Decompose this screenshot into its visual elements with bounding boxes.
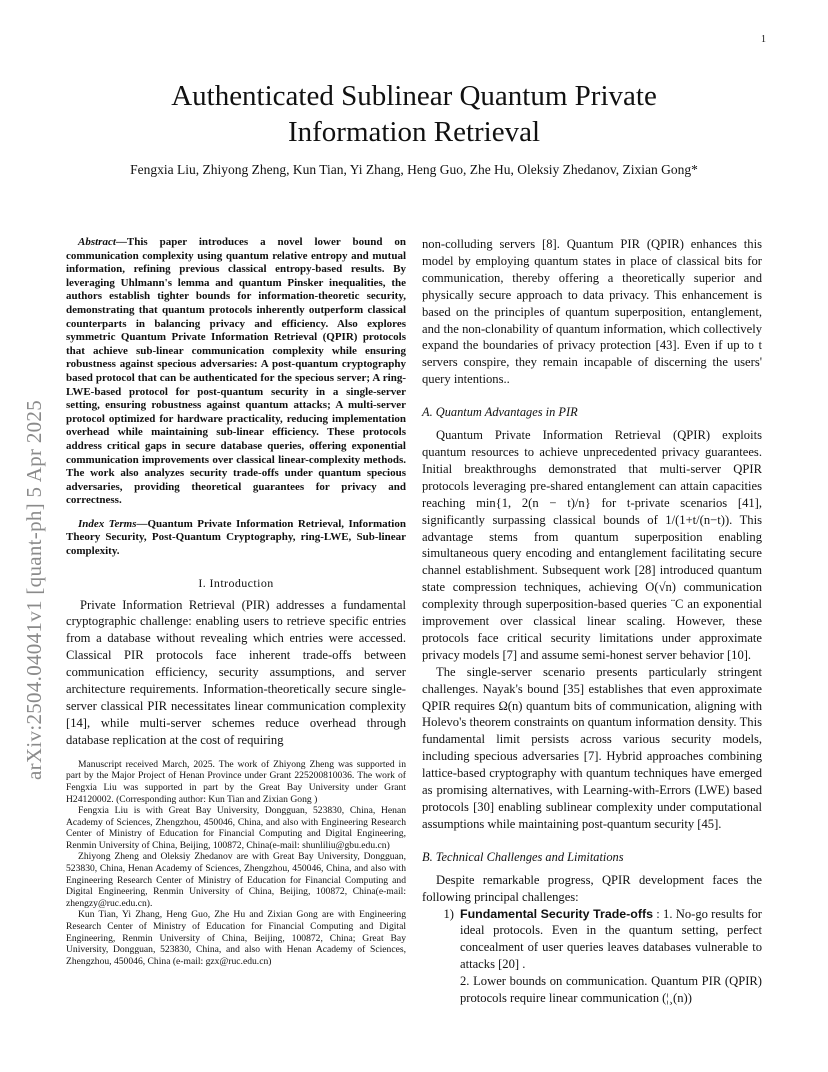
list-item-number: 1): [443, 906, 454, 921]
continued-paragraph: non-colluding servers [8]. Quantum PIR (QPIR) enhances this model by employing quantum states in place of classical bits for communication, thereby offering a theoretically superior and physically secure approach to data privacy. This enhancement is based on the principles of quantum superposition, entanglement, and the non-clonability of quantum information, which collectively expand the boundaries of privacy protection [43]. Even if up to t servers conspire, they remain incapable of discerning the users' query intentions..: [422, 237, 762, 387]
footnote-manuscript: Manuscript received March, 2025. The work of Zhiyong Zheng was supported in part by the Major Project of Henan Province under Grant 225200810036. The work of Fengxia Liu was supported in part by the Great Bay University under Grant H24120002. (Corresponding author: Kun Tian and Zixian Gong ): [66, 758, 406, 805]
list-item-text: [460, 906, 762, 974]
challenges-paragraph: Despite remarkable progress, QPIR development faces the following principal challenges:: [422, 872, 762, 904]
list-item-label: Fundamental Security Trade-offs: [460, 906, 654, 921]
paper-title: [80, 78, 748, 150]
page-number: 1: [761, 34, 766, 45]
abstract: [66, 236, 406, 508]
index-terms: [66, 518, 406, 559]
section-title-introduction: I. Introduction: [198, 575, 274, 590]
abstract-label: Abstract: [78, 236, 116, 248]
quantum-advantages-paragraph-1: Quantum Private Information Retrieval (QPIR) exploits quantum resources to achieve unprecedented privacy guarantees. Initial breakthroughs demonstrated that multi-server QPIR protocols leveraging pre-shared entanglement can attain capacities reaching min{1, 2(n − t)/n} for t-private scenarios [41], significantly surpassing classical bounds of 1/(1+t/(n−t)). This advantage stems from quantum superposition enabling simultaneous query encoding and entanglement facilitating secure channel establishment. Subsequent work [28] introduced quantum state compression techniques, achieving O(√n) communication complexity through superposition-based queries ¨C an exponential improvement over classical linear scaling. However, these protocols face critical security limitations under approximate privacy models [7] and assume semi-honest server behavior [10].: [422, 428, 762, 662]
title-line-1: Authenticated Sublinear Quantum Private: [171, 80, 657, 112]
index-terms-label: Index Terms: [78, 517, 137, 530]
footnote-affiliation-tian: Kun Tian, Yi Zhang, Heng Guo, Zhe Hu and Zixian Gong are with Engineering Research Center of Ministry of Education for Financial Computing and Digital Engineering, Renmin University of China, Beijing, 100872, China; Great Bay University, Dongguan, 523830, China, and also with Henan Academy of Sciences, Zhengzhou, 450046, China (e-mail: gzx@ruc.edu.cn): [66, 909, 406, 967]
subsection-title-quantum-advantages: A. Quantum Advantages in PIR: [422, 405, 578, 420]
abstract-text: —This paper introduces a novel lower bound on communication complexity using quantum relative entropy and mutual information, refining previous classical entropy-based results. By leveraging Uhlmann's lemma and quantum Pinsker inequalities, the authors establish tighter bounds for information-theoretic security, demonstrating that quantum protocols inherently outperform classical counterparts in balancing privacy and efficiency. Also explores symmetric Quantum Private Information Retrieval (QPIR) protocols that achieve sub-linear communication complexity while ensuring robustness against specious adversaries: A post-quantum cryptography based protocol that can be authenticated for the specious server; A ring-LWE-based protocol for post-quantum security in a single-server setting, ensuring robustness against quantum attacks; A multi-server protocol optimized for hardware practicality, reducing implementation overhead while maintaining sub-linear efficiency. These protocols address critical gaps in secure database queries, offering exponential communication improvements over classical linear-complexity methods. The work also analyzes security trade-offs under quantum specious adversaries, providing theoretical guarantees for privacy and correctness.: [66, 236, 406, 507]
footnote-affiliation-liu: Fengxia Liu is with Great Bay University, Dongguan, 523830, China, Henan Academy of Sciences, Zhengzhou, 450046, China, and also with Engineering Research Center of Ministry of Education for Financial Computing and Digital Engineering, Renmin University of China, Beijing, 100872, China(e-mail: shunliliu@gbu.edu.cn): [66, 805, 406, 851]
subsection-title-challenges: B. Technical Challenges and Limitations: [422, 849, 624, 864]
list-item-continuation: 2. Lower bounds on communication. Quantum PIR (QPIR) protocols require linear communication (¦¸(n)): [460, 974, 762, 1006]
list-item: [422, 906, 762, 974]
footnotes: [66, 759, 406, 968]
footnote-affiliation-zheng: Zhiyong Zheng and Oleksiy Zhedanov are with Great Bay University, Dongguan, 523830, China, Henan Academy of Sciences, Zhengzhou, 450046, China, and also with Engineering Research Center of Ministry of Education for Financial Computing and Digital Engineering, Renmin University of China, Beijing, 100872, China(e-mail: zhengzy@ruc.edu.cn).: [66, 851, 406, 909]
arxiv-stamp: arXiv:2504.04041v1 [quant-ph] 5 Apr 2025: [22, 399, 46, 780]
title-line-2: Information Retrieval: [287, 116, 541, 148]
intro-paragraph: Private Information Retrieval (PIR) addresses a fundamental cryptographic challenge: enabling users to retrieve specific entries from a database without revealing which entries were accessed. Classical PIR protocols face inherent trade-offs between communication efficiency, security assumptions, and server architecture requirements. Information-theoretically secure single-server classical PIR necessitates linear communication complexity [14], while multi-server schemes reduce overhead through database replication at the cost of requiring: [66, 597, 406, 747]
left-column: [66, 236, 406, 967]
right-column: [422, 236, 762, 1007]
list-item-body: : 1. No-go results for ideal protocols. Even in the quantum setting, perfect concealment of user queries leaves databases vulnerable to attacks [20] .: [460, 906, 763, 972]
author-list: Fengxia Liu, Zhiyong Zheng, Kun Tian, Yi Zhang, Heng Guo, Zhe Hu, Oleksiy Zhedanov, Zixian Gong*: [130, 162, 698, 177]
quantum-advantages-paragraph-2: The single-server scenario presents particularly stringent challenges. Nayak's bound [35] establishes that even approximate QPIR requires Ω(n) quantum bits of communication, aligning with Holevo's theorem constraints on quantum information density. This fundamental limit persists across various security models, including specious adversaries [7]. Hybrid approaches combining lattice-based cryptography with quantum techniques have emerged as promising alternatives, with Learning-with-Errors (LWE) based protocols [30] enabling sublinear complexity under computational assumptions while maintaining post-quantum security [45].: [422, 664, 762, 831]
index-terms-text: —Quantum Private Information Retrieval, Information Theory Security, Post-Quantum Cryptography, ring-LWE, Sub-linear complexity.: [66, 517, 406, 558]
